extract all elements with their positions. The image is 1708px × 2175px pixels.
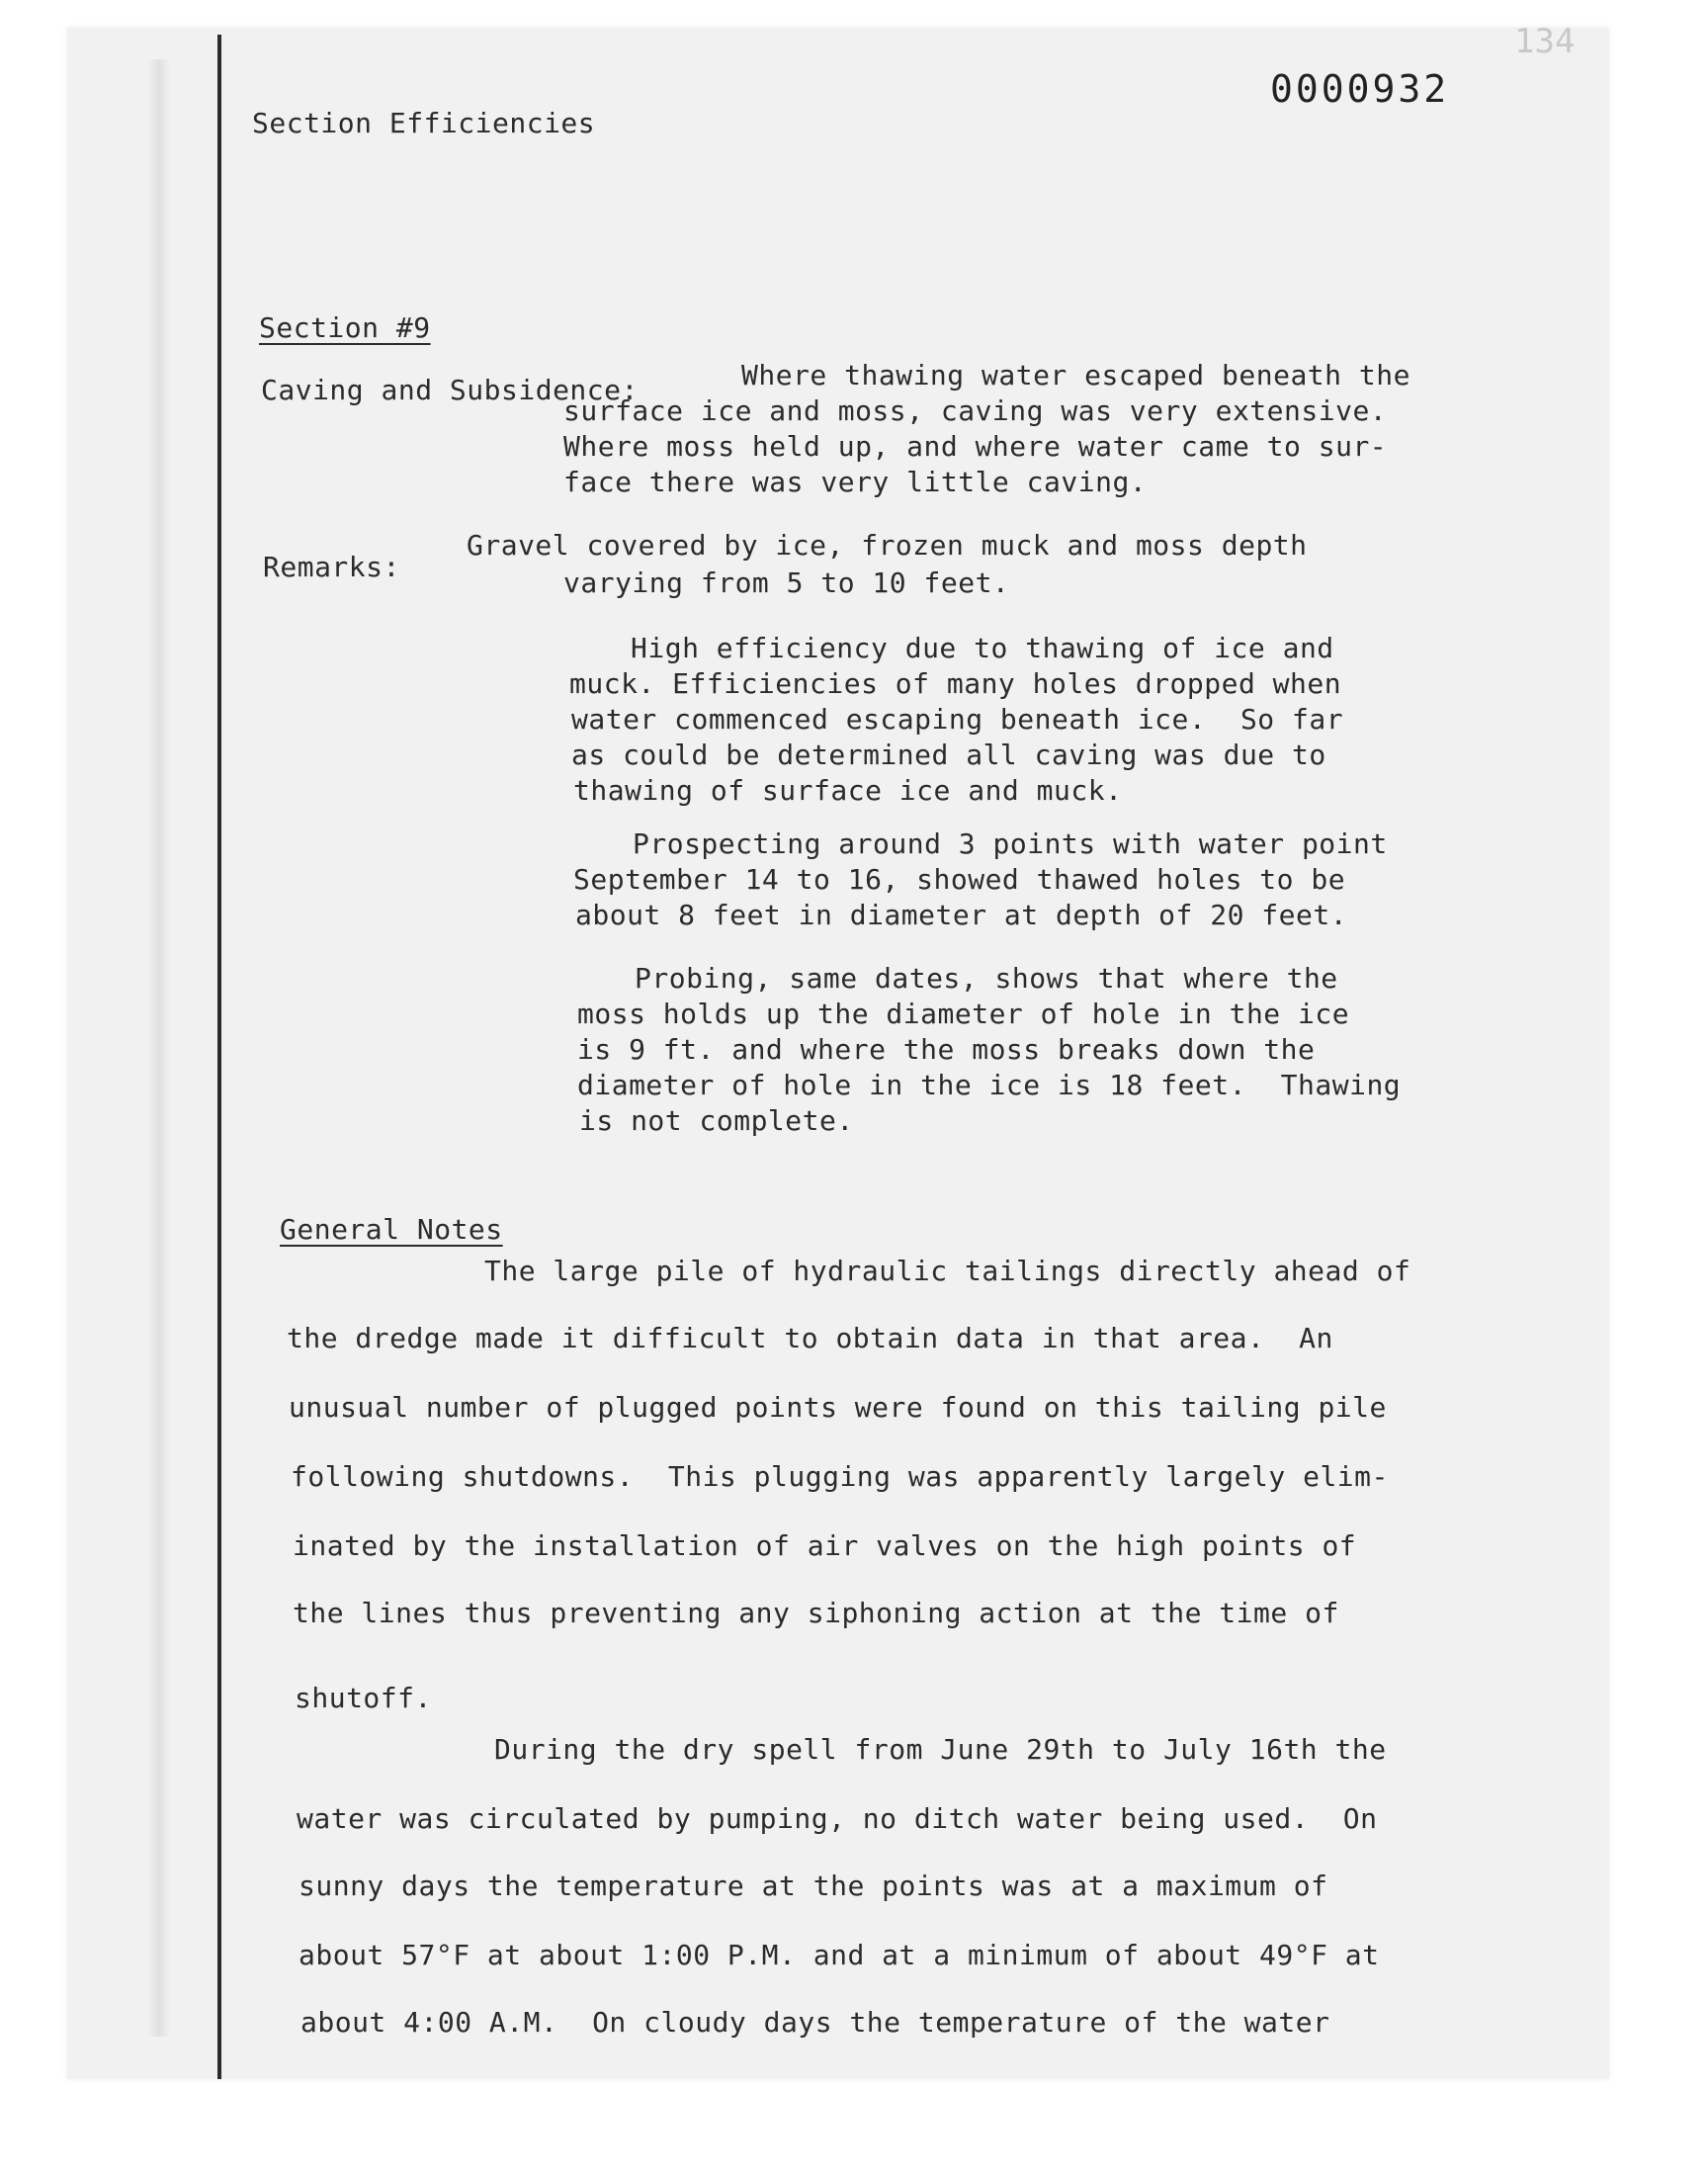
document-title: Section Efficiencies [252,107,596,139]
general-notes-heading: General Notes [280,1213,503,1246]
caving-text-line: Where thawing water escaped beneath the [741,359,1410,392]
remarks-paragraph-line: water commenced escaping beneath ice. So far [571,703,1344,736]
remarks-paragraph-line: is 9 ft. and where the moss breaks down the [577,1033,1316,1066]
general-notes-line: inated by the installation of air valves on the high points of [293,1529,1357,1562]
remarks-text-line: Gravel covered by ice, frozen muck and moss depth [467,529,1308,562]
general-notes-line: about 57°F at about 1:00 P.M. and at a minimum of about 49°F at [299,1939,1380,1971]
caving-text-line: Where moss held up, and where water came to sur- [563,430,1388,463]
remarks-paragraph-line: Probing, same dates, shows that where the [635,962,1338,995]
general-notes-line: sunny days the temperature at the points was at a maximum of [299,1870,1328,1902]
caving-text-line: face there was very little caving. [563,466,1148,498]
general-notes-line: about 4:00 A.M. On cloudy days the temperature of the water [300,2006,1330,2039]
remarks-paragraph-line: about 8 feet in diameter at depth of 20 feet. [575,899,1348,931]
general-notes-line: unusual number of plugged points were found on this tailing pile [289,1391,1387,1424]
remarks-paragraph-line: muck. Efficiencies of many holes dropped when [569,667,1342,700]
remarks-text-line: varying from 5 to 10 feet. [563,566,1010,599]
document-id: 0000932 [1270,67,1450,111]
general-notes-line: During the dry spell from June 29th to July 16th the [494,1733,1387,1766]
remarks-paragraph-line: September 14 to 16, showed thawed holes to be [573,863,1346,896]
remarks-paragraph-line: as could be determined all caving was due to [571,739,1326,771]
remarks-paragraph-line: is not complete. [579,1104,854,1137]
general-notes-line: shutoff. [295,1682,432,1714]
section-heading: Section #9 [259,311,431,344]
remarks-paragraph-line: moss holds up the diameter of hole in the ice [577,998,1350,1030]
general-notes-line: the dredge made it difficult to obtain data in that area. An [287,1322,1333,1354]
remarks-paragraph-line: Prospecting around 3 points with water point [633,827,1388,860]
caving-label: Caving and Subsidence: [261,374,639,406]
general-notes-line: water was circulated by pumping, no ditch water being used. On [297,1802,1378,1835]
general-notes-line: The large pile of hydraulic tailings directly ahead of [484,1255,1411,1287]
general-notes-line: following shutdowns. This plugging was apparently largely elim- [291,1460,1389,1493]
page-number: 134 [1514,22,1576,61]
remarks-paragraph-line: High efficiency due to thawing of ice and [631,632,1334,664]
remarks-label: Remarks: [263,551,400,583]
general-notes-line: the lines thus preventing any siphoning action at the time of [293,1597,1339,1629]
caving-text-line: surface ice and moss, caving was very extensive. [563,394,1388,427]
remarks-paragraph-line: thawing of surface ice and muck. [573,774,1123,807]
remarks-paragraph-line: diameter of hole in the ice is 18 feet. Thawing [577,1069,1402,1101]
